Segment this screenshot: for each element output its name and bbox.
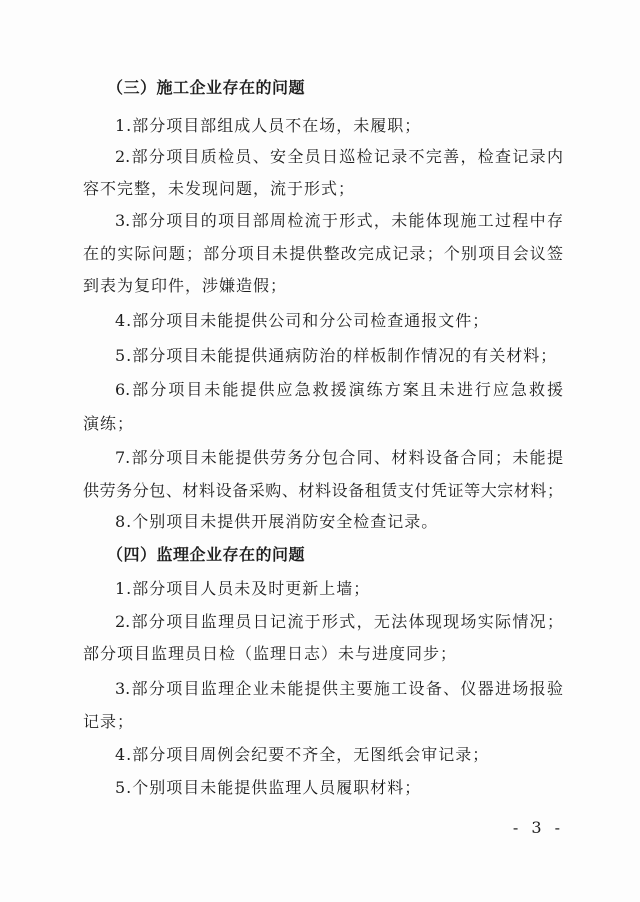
text-line: 部分项目监理员日检（监理日志）未与进度同步；	[83, 644, 458, 663]
text-line: 4.部分项目未能提供公司和分公司检查通报文件；	[115, 311, 490, 330]
section-heading: （三）施工企业存在的问题	[107, 78, 306, 97]
text-line: 5.部分项目未能提供通病防治的样板制作情况的有关材料；	[115, 346, 558, 365]
text-line: 在的实际问题；部分项目未提供整改完成记录；个别项目会议签	[83, 244, 563, 263]
text-line: 5.个别项目未能提供监理人员履职材料；	[115, 778, 422, 797]
page-number: - 3 -	[512, 818, 564, 837]
text-line: 7.部分项目未能提供劳务分包合同、材料设备合同；未能提	[115, 448, 563, 467]
text-line: 3.部分项目的项目部周检流于形式，未能体现施工过程中存	[115, 211, 563, 230]
text-line: 3.部分项目监理企业未能提供主要施工设备、仪器进场报验	[115, 679, 563, 698]
text-line: 2.部分项目质检员、安全员日巡检记录不完善，检查记录内	[115, 147, 563, 166]
text-line: 容不完整，未发现问题，流于形式；	[83, 179, 356, 198]
text-line: 演练；	[83, 414, 135, 433]
text-line: 记录；	[83, 712, 135, 731]
text-line: 6.部分项目未能提供应急救援演练方案且未进行应急救援	[115, 380, 563, 399]
text-line: 1.部分项目人员未及时更新上墙；	[115, 579, 371, 598]
text-line: 2.部分项目监理员日记流于形式，无法体现现场实际情况；	[115, 612, 563, 631]
text-line: 到表为复印件，涉嫌造假；	[83, 276, 288, 295]
section-heading: （四）监理企业存在的问题	[107, 545, 306, 564]
text-line: 1.部分项目部组成人员不在场，未履职；	[115, 116, 422, 135]
text-line: 供劳务分包、材料设备采购、材料设备租赁支付凭证等大宗材料；	[83, 481, 563, 500]
text-line: 4.部分项目周例会纪要不齐全，无图纸会审记录；	[115, 745, 490, 764]
text-line: 8.个别项目未提供开展消防安全检查记录。	[115, 512, 439, 531]
